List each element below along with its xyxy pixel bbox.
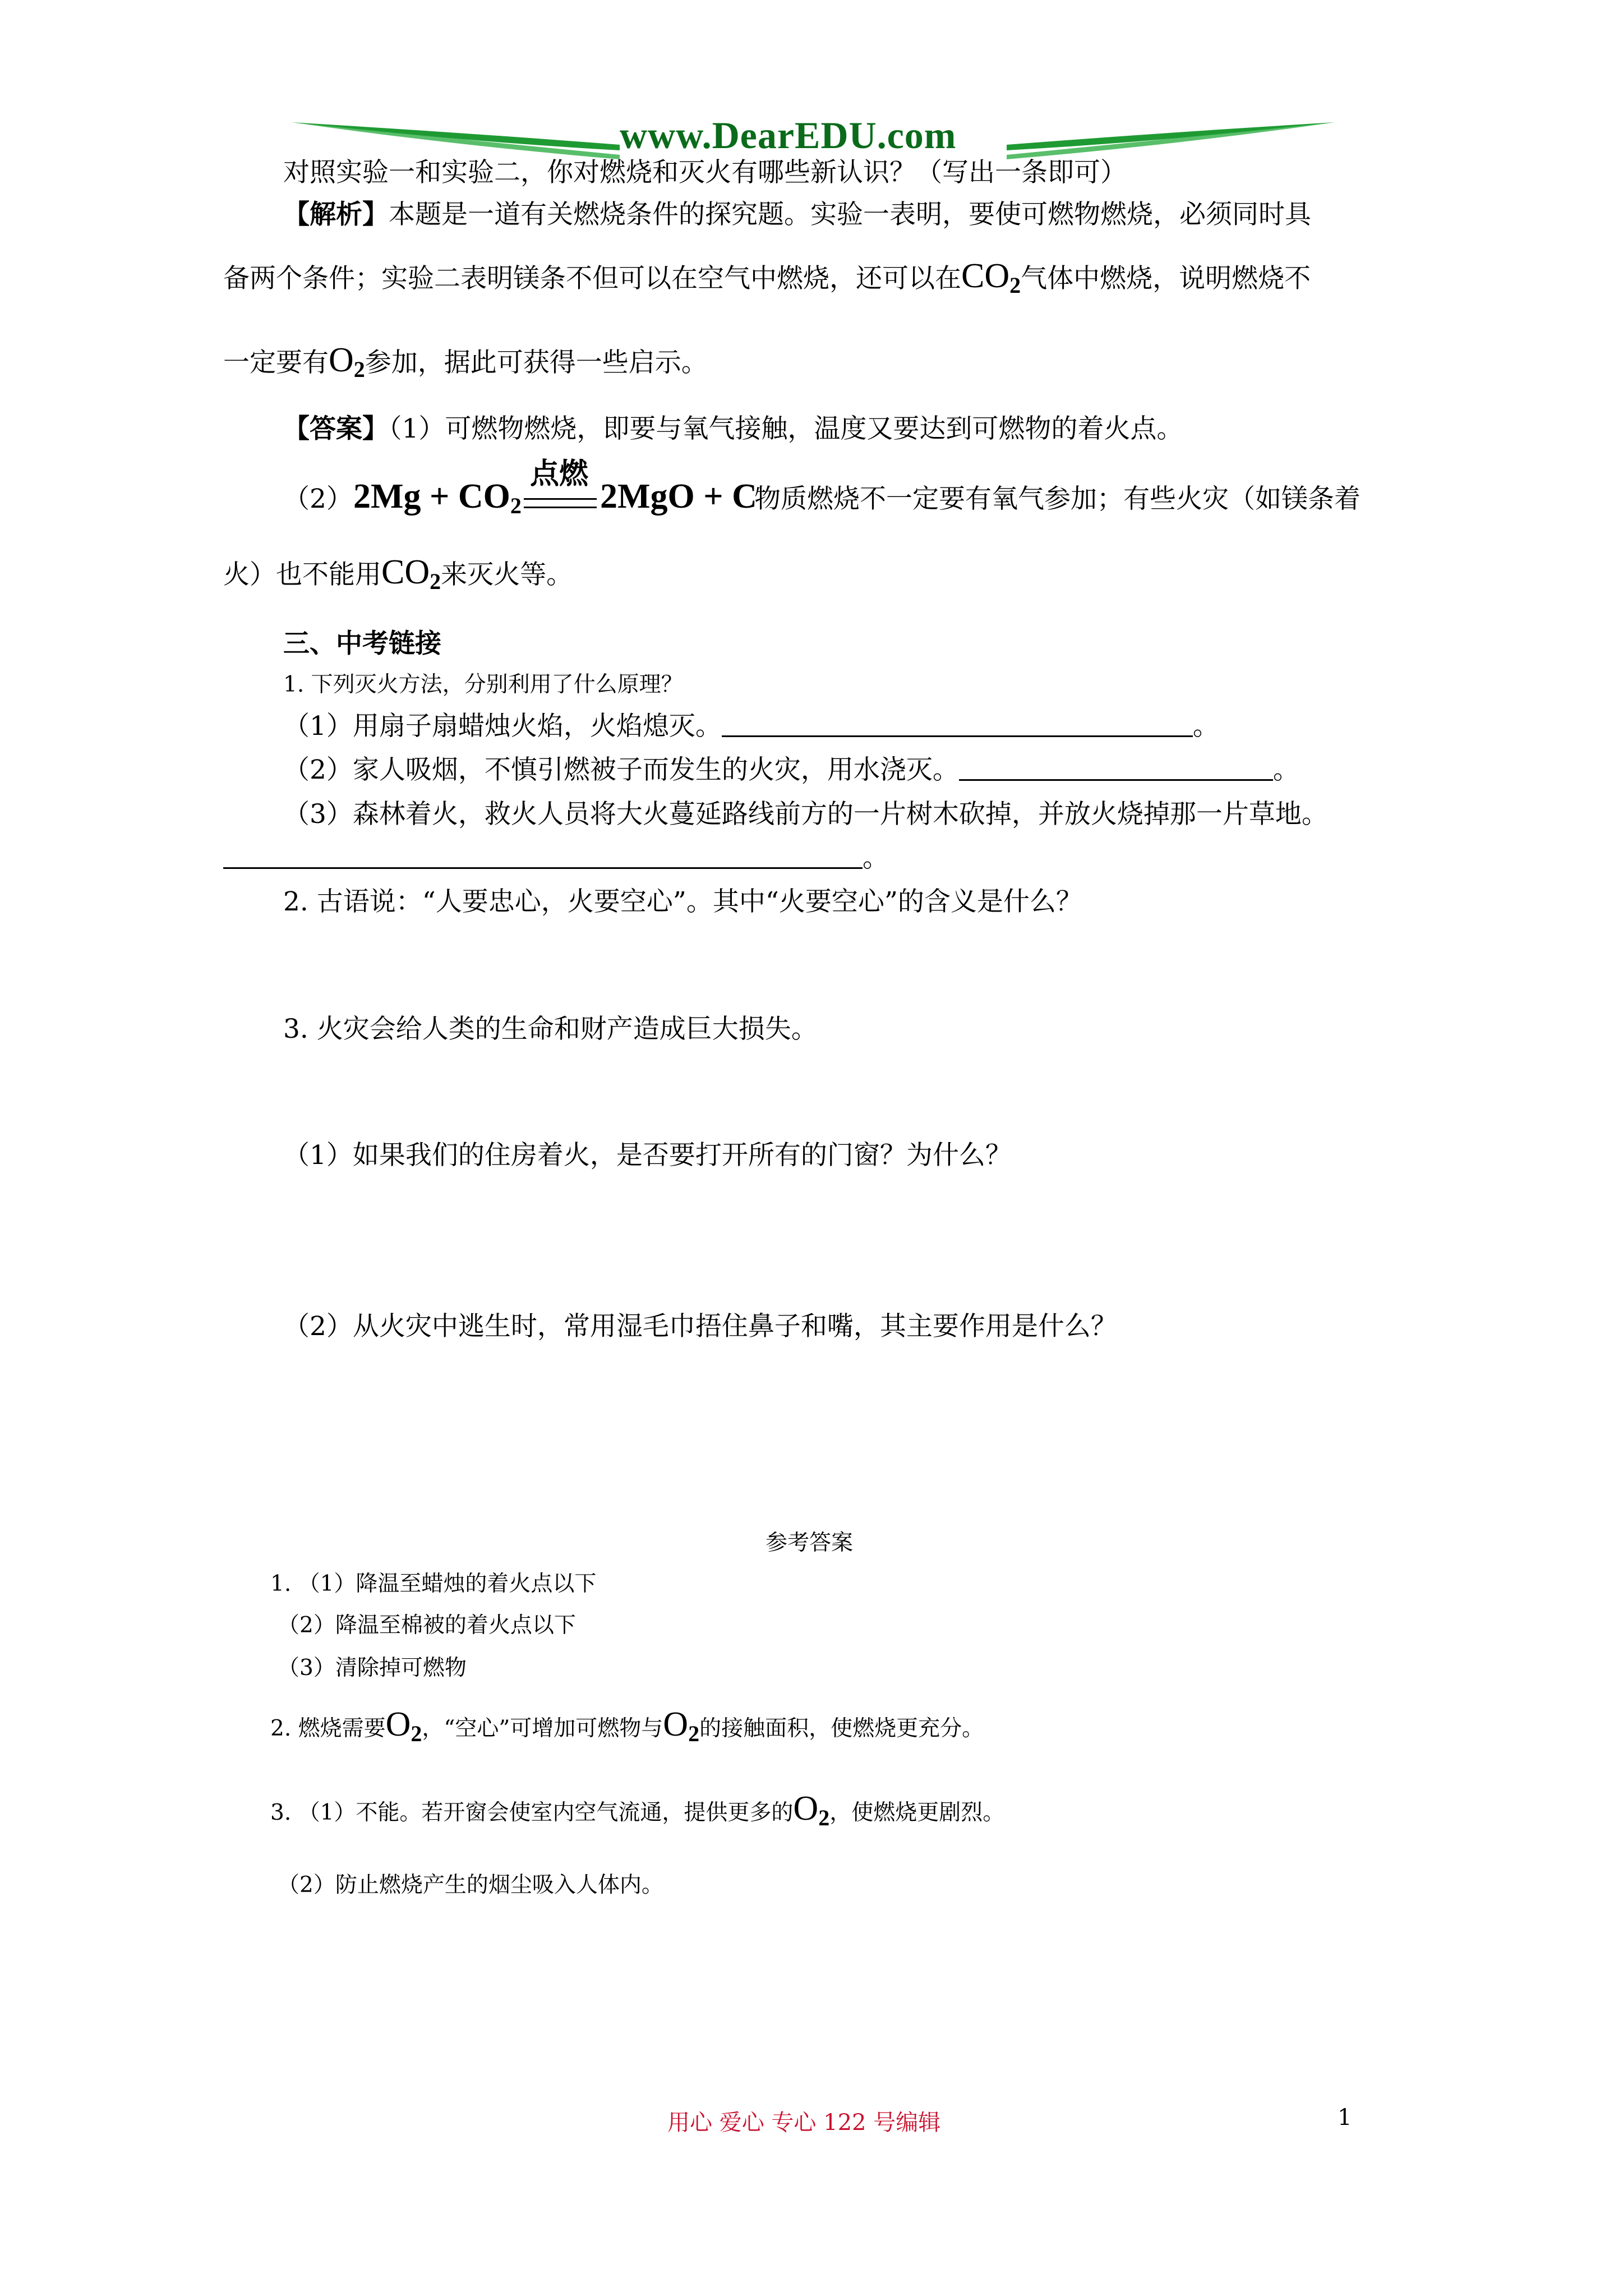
analysis-line-2 [223,259,1311,302]
reference-answer-1-2: （2）降温至棉被的着火点以下 [278,1613,576,1638]
logo-text: www.DearEDU.com [620,114,957,157]
analysis-text-3a: 一定要有 [223,347,329,378]
reference-answer-1-1: 1. （1）降温至蜡烛的着火点以下 [270,1571,597,1596]
q3-part-2: （2）从火灾中逃生时，常用湿毛巾捂住鼻子和嘴，其主要作用是什么？ [283,1311,1117,1342]
answer-item-2-prefix: （2） [283,484,353,514]
answer-label: 【答案】 [283,413,389,444]
analysis-text-2b: 气体中燃烧，说明燃烧不 [1021,263,1311,294]
footer-text: 用心 爱心 专心 122 号编辑 [667,2110,941,2136]
answer-item-1: （1）可燃物燃烧，即要与氧气接触，温度又要达到可燃物的着火点。 [389,413,1183,444]
reference-title: 参考答案 [766,1530,854,1556]
analysis-line-1 [283,198,1311,232]
equation-left: $2Mg + CO_2$ [353,477,522,518]
page-number: 1 [1338,2105,1352,2131]
reference-answer-2: 2. 燃烧需要$O_2$，“空心”可增加可燃物与$O_2$的接触面积，使燃烧更充分。 [270,1705,984,1746]
analysis-text-3b: 参加，据此可获得一些启示。 [365,347,708,378]
analysis-label: 【解析】 [283,199,389,230]
formula-co2: $CO_2$ [961,257,1021,298]
answer-item-2-line-2: 火）也不能用$CO_2$来灭火等。 [223,553,573,594]
answer-blank[interactable] [223,843,863,869]
formula-o2: $O_2$ [663,1705,700,1746]
q1-part-2: （2）家人吸烟，不慎引燃被子而发生的火灾，用水浇灭。 。 [283,754,1299,785]
formula-co2: $CO_2$ [381,553,441,594]
q2-question: 2. 古语说：“人要忠心，火要空心”。其中“火要空心”的含义是什么？ [283,886,1082,917]
analysis-line-3 [223,343,708,386]
q1-part-3: （3）森林着火，救火人员将大火蔓延路线前方的一片树木砍掉，并放火烧掉那一片草地。 [283,799,1328,830]
answer-blank[interactable] [959,754,1273,781]
reference-answer-3-1: 3. （1）不能。若开窗会使室内空气流通，提供更多的$O_2$，使燃烧更剧烈。 [270,1789,1005,1830]
intro-question: 对照实验一和实验二，你对燃烧和灭火有哪些新认识？（写出一条即可） [283,157,1127,188]
section-title: 三、中考链接 [283,628,441,659]
formula-o2: $O_2$ [329,341,365,382]
analysis-text-2a: 备两个条件；实验二表明镁条不但可以在空气中燃烧，还可以在 [223,263,961,294]
q3-part-1: （1）如果我们的住房着火，是否要打开所有的门窗？为什么？ [283,1140,1012,1171]
formula-o2: $O_2$ [385,1705,422,1746]
answer-blank[interactable] [722,711,1193,737]
q1-stem: 1. 下列灭火方法，分别利用了什么原理？ [283,672,683,697]
equation-condition: 点燃 [530,457,589,491]
reference-answer-3-2: （2）防止燃烧产生的烟尘吸入人体内。 [278,1872,663,1898]
equation-equals-sign [524,498,597,508]
q1-part-3-blank-line: 。 [223,841,889,875]
answer-line-1 [283,412,1183,446]
q3-stem: 3. 火灾会给人类的生命和财产造成巨大损失。 [283,1014,818,1045]
answer-item-2-text: 物质燃烧不一定要有氧气参加；有些火灾（如镁条着 [754,484,1361,514]
analysis-text-1: 本题是一道有关燃烧条件的探究题。实验一表明，要使可燃物燃烧，必须同时具 [389,199,1311,230]
reference-answer-1-3: （3）清除掉可燃物 [278,1655,467,1681]
equation-right: 2MgO + C [600,477,757,516]
q1-part-1: （1）用扇子扇蜡烛火焰，火焰熄灭。 。 [283,711,1219,742]
formula-o2: $O_2$ [793,1789,830,1830]
